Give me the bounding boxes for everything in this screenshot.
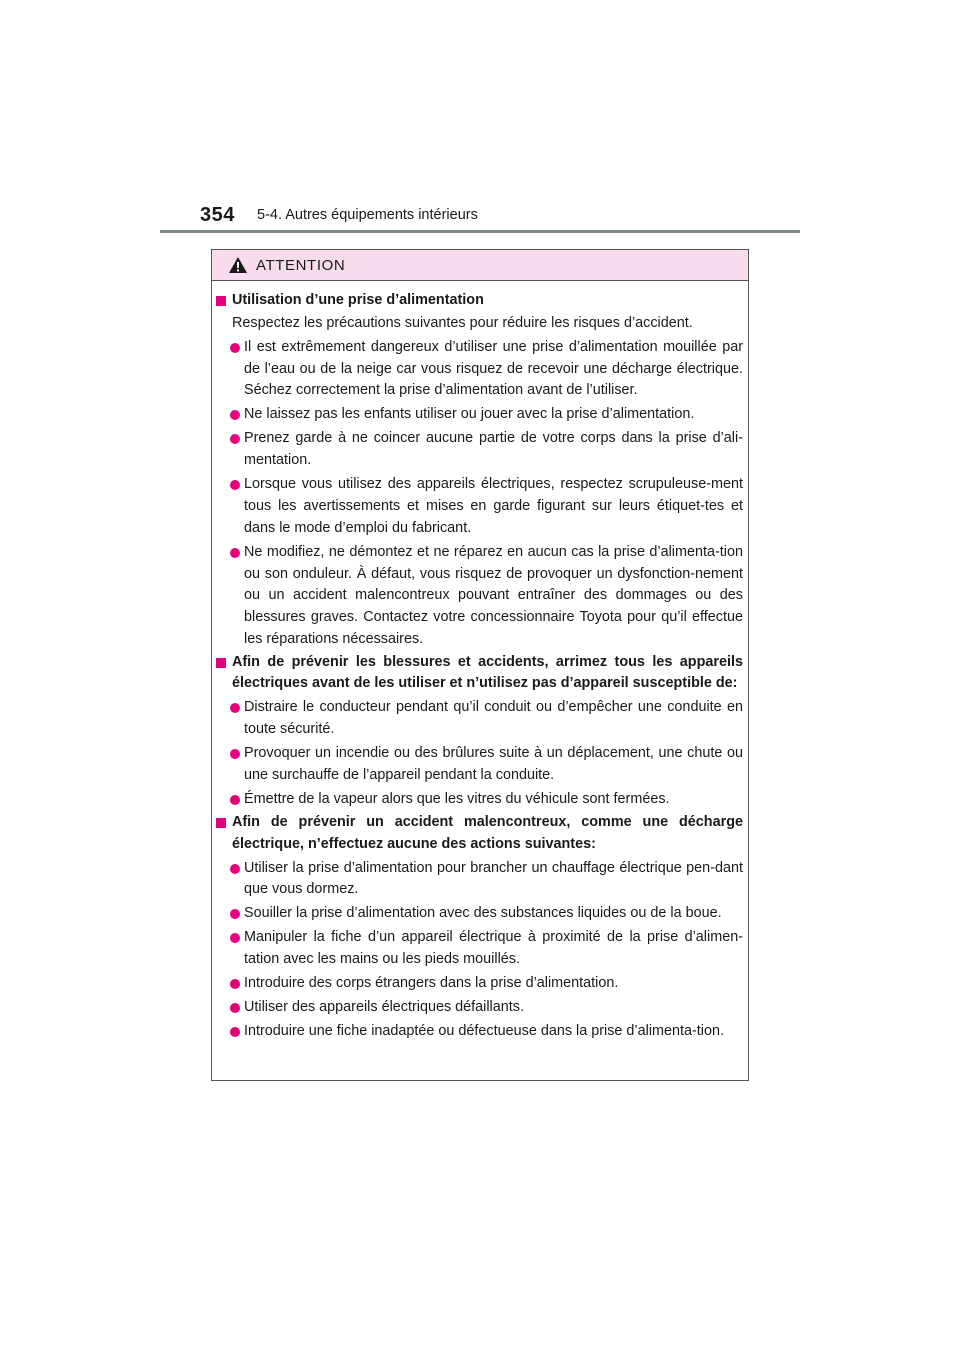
- list-item: Il est extrêmement dangereux d’utiliser une prise d’alimentation mouillée par de l’eau ou de la neige car vous risquez de recevoir une décharge électrique. Séchez correctement la prise d’alimentation avant de l’utiliser.: [216, 337, 743, 402]
- square-bullet-icon: [216, 658, 226, 668]
- list-item: Distraire le conducteur pendant qu’il conduit ou d’empêcher une conduite en toute sécurité.: [216, 697, 743, 741]
- circle-bullet-icon: [230, 434, 240, 444]
- list-item: Émettre de la vapeur alors que les vitres du véhicule sont fermées.: [216, 789, 743, 811]
- list-item: Ne modifiez, ne démontez et ne réparez en aucun cas la prise d’alimenta-tion ou son onduleur. À défaut, vous risquez de provoquer un dysfonction-nement ou un accident malencontreux pouvant entraîner des dommages ou des blessures graves. Contactez votre concessionnaire Toyota pour qu’il effectue les réparations nécessaires.: [216, 542, 743, 651]
- circle-bullet-icon: [230, 1003, 240, 1013]
- list-item: Ne laissez pas les enfants utiliser ou jouer avec la prise d’alimentation.: [216, 404, 743, 426]
- page-header: [160, 200, 800, 232]
- list-item: Provoquer un incendie ou des brûlures suite à un déplacement, une chute ou une surchauffe de l’appareil pendant la conduite.: [216, 743, 743, 787]
- warning-body: [212, 281, 748, 1043]
- warning-title: ATTENTION: [256, 256, 346, 274]
- circle-bullet-icon: [230, 933, 240, 943]
- circle-bullet-icon: [230, 703, 240, 713]
- list-item: Introduire des corps étrangers dans la prise d’alimentation.: [216, 973, 743, 995]
- section-heading: Utilisation d’une prise d’alimentation: [216, 290, 743, 312]
- list-item: Introduire une fiche inadaptée ou défectueuse dans la prise d’alimenta-tion.: [216, 1021, 743, 1043]
- warning-box: [211, 249, 749, 1081]
- list-item: Prenez garde à ne coincer aucune partie de votre corps dans la prise d’ali-mentation.: [216, 428, 743, 472]
- section-intro: Respectez les précautions suivantes pour réduire les risques d’accident.: [232, 314, 693, 331]
- list-item: Lorsque vous utilisez des appareils électriques, respectez scrupuleuse-ment tous les avertissements et mises en garde figurant sur leurs étiquet-tes et dans le mode d’emploi du fabricant.: [216, 474, 743, 539]
- section-heading: Afin de prévenir un accident malencontreux, comme une décharge électrique, n’effectuez aucune des actions suivantes:: [216, 812, 743, 856]
- warning-triangle-icon: [228, 256, 248, 274]
- warning-header: [212, 250, 748, 281]
- circle-bullet-icon: [230, 1027, 240, 1037]
- list-item: Manipuler la fiche d’un appareil électrique à proximité de la prise d’alimen-tation avec les mains ou les pieds mouillés.: [216, 927, 743, 971]
- list-item: Souiller la prise d’alimentation avec des substances liquides ou de la boue.: [216, 903, 743, 925]
- circle-bullet-icon: [230, 343, 240, 353]
- circle-bullet-icon: [230, 864, 240, 874]
- circle-bullet-icon: [230, 795, 240, 805]
- circle-bullet-icon: [230, 979, 240, 989]
- section-heading: Afin de prévenir les blessures et accidents, arrimez tous les appareils électriques avant de les utiliser et n’utilisez pas d’appareil susceptible de:: [216, 652, 743, 696]
- square-bullet-icon: [216, 818, 226, 828]
- square-bullet-icon: [216, 296, 226, 306]
- page-number: 354: [200, 204, 235, 226]
- circle-bullet-icon: [230, 480, 240, 490]
- section-title: 5-4. Autres équipements intérieurs: [257, 207, 478, 223]
- circle-bullet-icon: [230, 548, 240, 558]
- list-item: Utiliser des appareils électriques défaillants.: [216, 997, 743, 1019]
- circle-bullet-icon: [230, 909, 240, 919]
- circle-bullet-icon: [230, 410, 240, 420]
- list-item: Utiliser la prise d’alimentation pour brancher un chauffage électrique pen-dant que vous dormez.: [216, 858, 743, 902]
- circle-bullet-icon: [230, 749, 240, 759]
- header-rule: [160, 230, 800, 233]
